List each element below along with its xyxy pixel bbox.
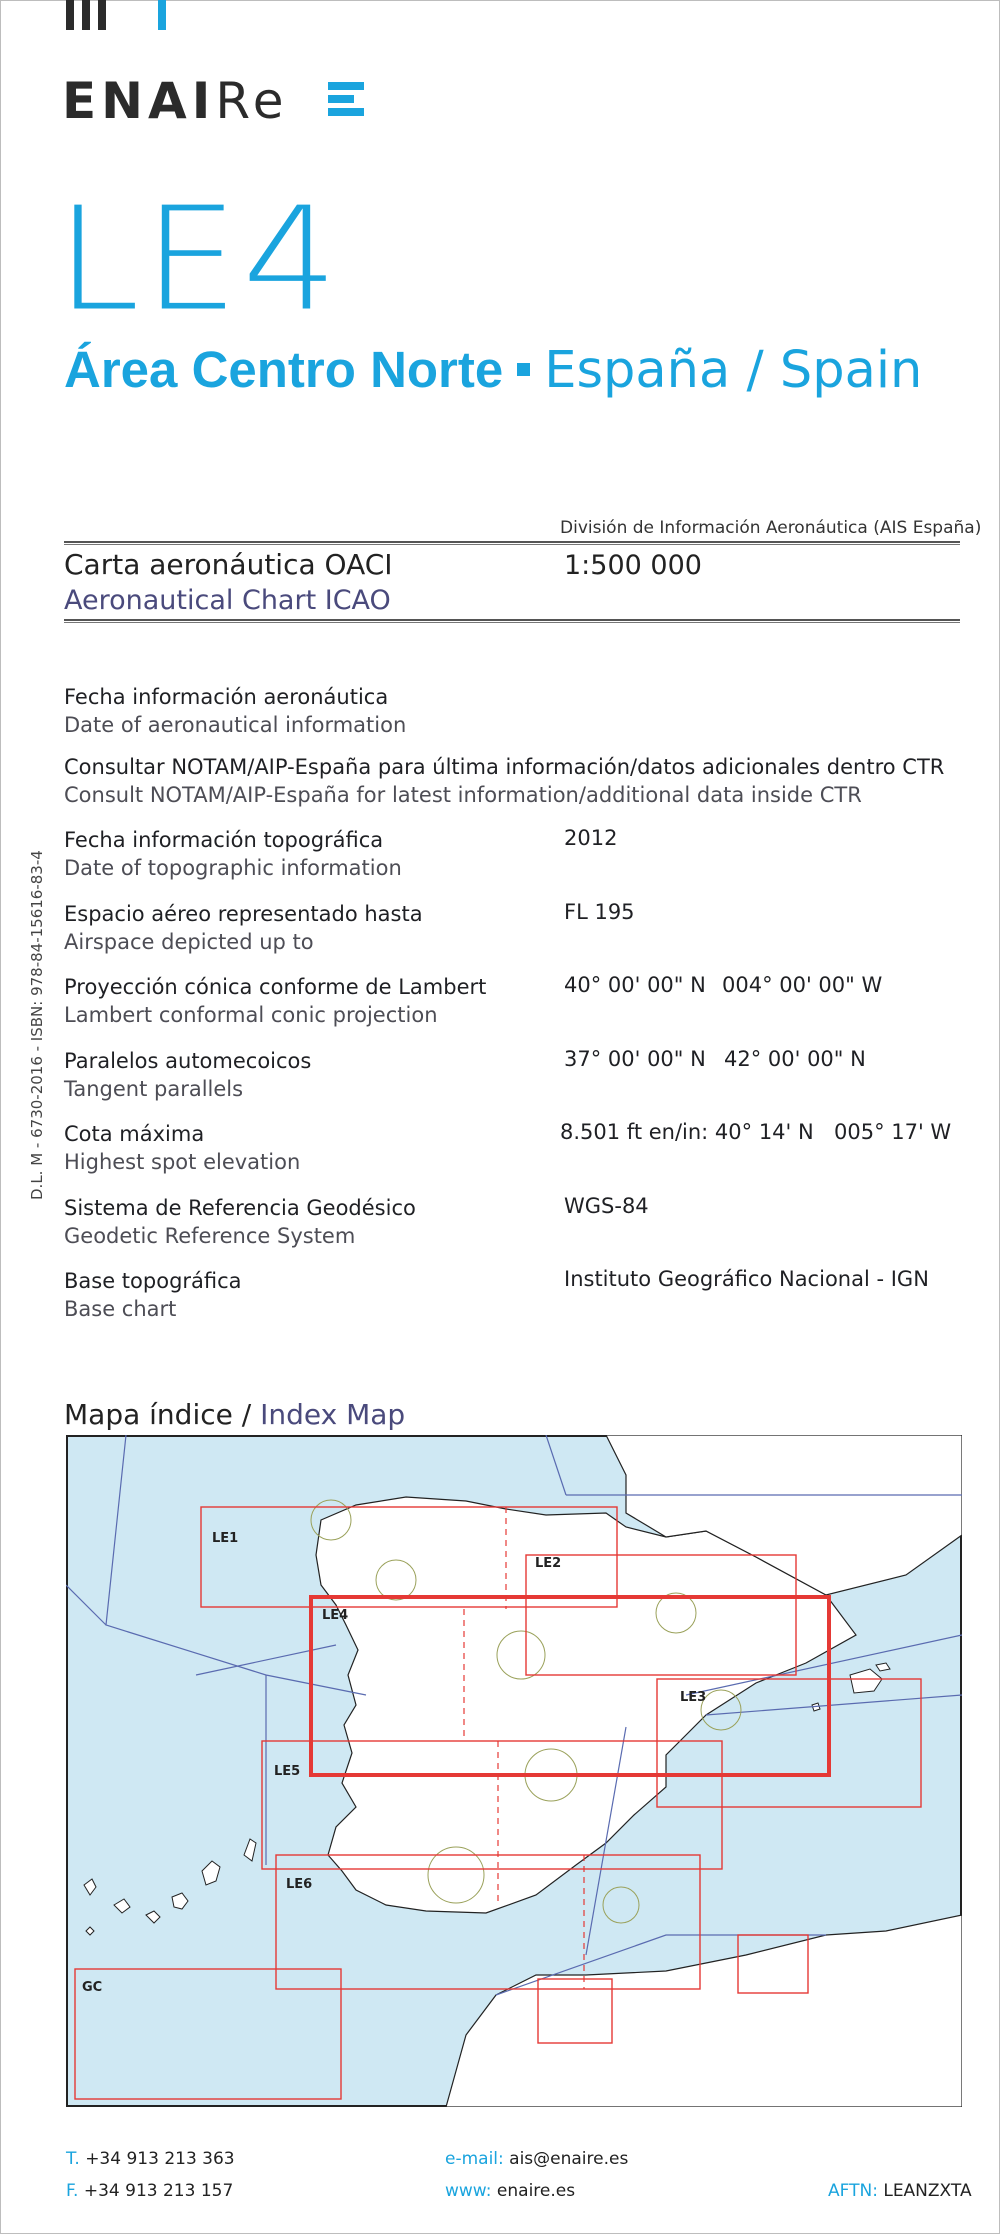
label-le2: LE2 (535, 1556, 562, 1571)
index-map-title (64, 1398, 405, 1431)
info-label-es: Sistema de Referencia Geodésico (64, 1196, 416, 1220)
separator-square (517, 363, 530, 376)
info-row (64, 1120, 300, 1176)
chart-scale: 1:500 000 (564, 550, 702, 581)
info-label-en: Lambert conformal conic projection (64, 1003, 438, 1027)
info-value: FL 195 (564, 900, 635, 924)
info-label-es: Base topográfica (64, 1269, 242, 1293)
email-link[interactable]: ais@enaire.es (509, 2149, 629, 2169)
chart-subtitle (64, 340, 922, 400)
footer-fax (66, 2181, 233, 2201)
country-name: España / Spain (544, 341, 923, 400)
index-map-title-en: Index Map (260, 1398, 406, 1431)
ais-division: División de Información Aeronáutica (AIS España) (560, 518, 982, 538)
info-row (64, 1267, 242, 1323)
isbn-legal: D.L. M - 6730-2016 - ISBN: 978-84-15616-83-4 (28, 850, 46, 1200)
chart-code: LE4 (56, 177, 342, 343)
info-value: 8.501 ft en/in: 40° 14' N (560, 1120, 814, 1144)
label-le3: LE3 (680, 1690, 707, 1705)
info-label-en: Date of topographic information (64, 856, 402, 880)
label-le4: LE4 (322, 1608, 349, 1623)
info-row (64, 900, 423, 956)
info-row (64, 973, 486, 1029)
web-label: www: (445, 2181, 492, 2201)
info-value: WGS-84 (564, 1194, 649, 1218)
info-label-es: Cota máxima (64, 1122, 205, 1146)
logo-stripe-3 (328, 108, 364, 116)
info-value: Instituto Geográfico Nacional - IGN (564, 1267, 929, 1291)
chart-name-en: Aeronautical Chart ICAO (64, 585, 391, 616)
info-row (64, 753, 944, 809)
footer-web (445, 2181, 575, 2201)
label-gc: GC (82, 1980, 103, 1995)
chart-name-es: Carta aeronáutica OACI (64, 548, 393, 581)
tel-label: T. (66, 2149, 80, 2169)
footer-tel (66, 2149, 235, 2169)
info-label-en: Consult NOTAM/AIP-España for latest information/additional data inside CTR (64, 783, 862, 807)
info-value: 005° 17' W (834, 1120, 952, 1144)
index-map (66, 1435, 962, 2107)
info-value: 004° 00' 00" W (722, 973, 883, 997)
info-label-es: Espacio aéreo representado hasta (64, 902, 423, 926)
logo-stripe-2 (328, 95, 354, 103)
footer-aftn (828, 2181, 972, 2201)
email-label: e-mail: (445, 2149, 504, 2169)
info-label-en: Base chart (64, 1297, 177, 1321)
info-value: 40° 00' 00" N (564, 973, 706, 997)
tel-value: +34 913 213 363 (85, 2149, 235, 2169)
enaire-logo (62, 0, 402, 130)
info-value: 42° 00' 00" N (724, 1047, 866, 1071)
aftn-value: LEANZXTA (883, 2181, 972, 2201)
info-row (64, 683, 406, 739)
info-label-es: Fecha información aeronáutica (64, 685, 389, 709)
footer-email (445, 2149, 628, 2169)
label-le6: LE6 (286, 1877, 313, 1892)
info-label-en: Geodetic Reference System (64, 1224, 356, 1248)
info-label-es: Paralelos automecoicos (64, 1049, 312, 1073)
index-map-title-es: Mapa índice / (64, 1398, 252, 1431)
label-le5: LE5 (274, 1764, 301, 1779)
divider-top (64, 541, 960, 545)
info-label-es: Proyección cónica conforme de Lambert (64, 975, 487, 999)
info-label-en: Tangent parallels (64, 1077, 244, 1101)
fax-value: +34 913 213 157 (83, 2181, 234, 2201)
label-le1: LE1 (212, 1531, 239, 1546)
info-label-en: Highest spot elevation (64, 1150, 301, 1174)
info-row (64, 1047, 311, 1103)
info-row (64, 826, 402, 882)
logo-wordmark: ENAIRe (62, 72, 289, 130)
divider-bottom (64, 619, 960, 623)
aftn-label: AFTN: (828, 2181, 878, 2201)
info-label-en: Airspace depicted up to (64, 930, 314, 954)
info-label-es: Consultar NOTAM/AIP-España para última información/datos adicionales dentro CTR (64, 755, 945, 779)
info-row (64, 1194, 416, 1250)
web-link[interactable]: enaire.es (496, 2181, 576, 2201)
info-value: 37° 00' 00" N (564, 1047, 706, 1071)
info-value: 2012 (564, 826, 618, 850)
area-name: Área Centro Norte (64, 341, 504, 398)
info-label-es: Fecha información topográfica (64, 828, 384, 852)
info-label-en: Date of aeronautical information (64, 713, 407, 737)
logo-stripe-1 (328, 82, 364, 90)
fax-label: F. (66, 2181, 79, 2201)
